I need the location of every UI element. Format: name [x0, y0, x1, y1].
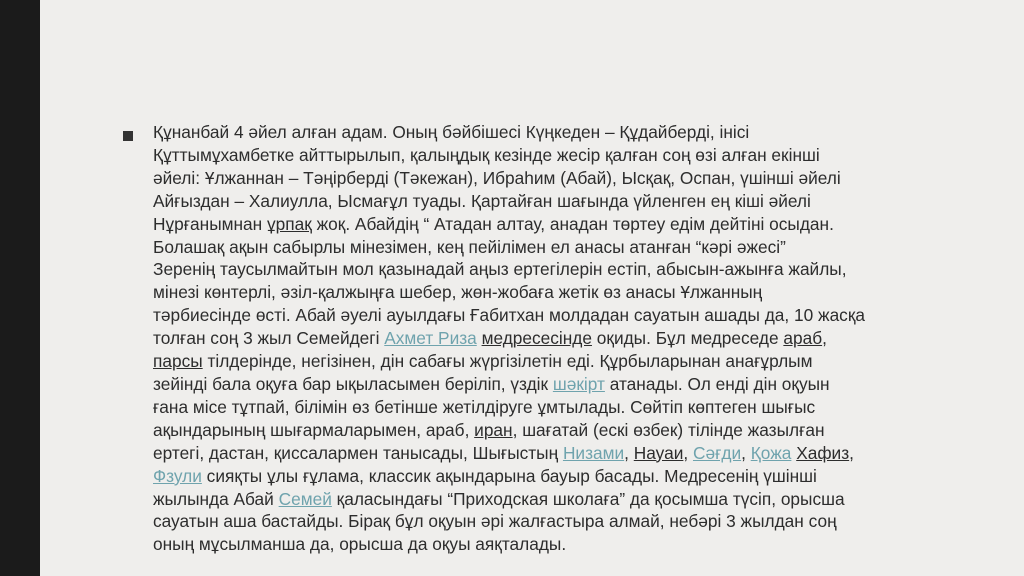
inline-link[interactable]: медресесінде — [481, 328, 592, 349]
text-segment: оқиды. Бұл медреседе — [591, 328, 784, 349]
text-segment: Зеренің таусылмайтын мол қазынадай аңыз ертегілерін естіп, абысын-ажынға жайлы, — [153, 259, 847, 280]
text-line — [153, 396, 913, 419]
text-line — [153, 327, 913, 350]
text-segment: зейінді бала оқуға бар ықыласымен беріліп, үздік — [153, 373, 553, 394]
text-line — [153, 373, 913, 396]
text-line — [153, 533, 913, 556]
text-segment: толған соң 3 жыл Семейдегі — [153, 328, 385, 349]
inline-link[interactable]: араб — [783, 328, 823, 349]
text-line — [153, 488, 913, 511]
text-line — [153, 442, 913, 465]
inline-link[interactable]: ұрпақ — [267, 213, 312, 234]
body-paragraph — [153, 121, 913, 556]
inline-link[interactable]: Фзули — [153, 465, 202, 486]
text-segment: атанады. Ол енді дін оқуын — [604, 373, 830, 394]
inline-link[interactable]: Низами — [562, 442, 625, 463]
text-segment: , — [624, 442, 634, 463]
text-segment: Айғыздан – Халиулла, Ысмағұл туады. Қартайған шағында үйленген ең кіші әйелі — [153, 190, 811, 211]
text-segment: жылында Абай — [153, 488, 279, 509]
square-bullet-icon — [123, 131, 133, 141]
text-segment: Нұрғанымнан — [153, 213, 267, 234]
text-segment: әйелі: Ұлжаннан – Тәңірберді (Тәкежан), Ибраһим (Абай), Ысқақ, Оспан, үшінші әйелі — [153, 167, 841, 188]
text-line — [153, 465, 913, 488]
text-segment: жоқ. Абайдің “ Атадан алтау, анадан төртеу едім дейтіні осыдан. — [311, 213, 834, 234]
text-line — [153, 510, 913, 533]
text-line — [153, 144, 913, 167]
inline-link[interactable]: Науаи — [633, 442, 684, 463]
text-segment: Құнанбай 4 әйел алған адам. Оның бәйбішесі Күңкеден – Құдайберді, інісі — [153, 122, 750, 142]
text-line — [153, 419, 913, 442]
inline-link[interactable]: Қожа — [750, 442, 792, 463]
text-segment: ертегі, дастан, қиссалармен танысады, Шығыстың — [153, 442, 563, 463]
inline-link[interactable]: Семей — [278, 488, 332, 509]
text-segment: мінезі көнтерлі, әзіл-қалжыңға шебер, жөн-жобаға жетік өз анасы Ұлжанның — [153, 282, 763, 303]
text-segment: сияқты ұлы ғұлама, классик ақындарына бауыр басады. Медресенің үшінші — [201, 465, 817, 486]
text-line — [153, 167, 913, 190]
text-segment: сауатын аша бастайды. Бірақ бұл оқуын әрі жалғастыра алмай, небәрі 3 жылдан соң — [153, 511, 837, 532]
text-line — [153, 304, 913, 327]
text-line — [153, 121, 913, 144]
text-segment: , шағатай (ескі өзбек) тілінде жазылған — [512, 419, 825, 440]
text-segment: , — [849, 442, 854, 463]
text-segment: қаласындағы “Приходская школаға” да қосымша түсіп, орысша — [331, 488, 845, 509]
inline-link[interactable]: шәкірт — [552, 373, 605, 394]
left-dark-bar — [0, 0, 40, 576]
text-segment: , — [741, 442, 751, 463]
text-line — [153, 190, 913, 213]
inline-link[interactable]: иран — [474, 419, 513, 440]
inline-link[interactable]: Сәғди — [692, 442, 742, 463]
text-segment: Болашақ ақын сабырлы мінезімен, кең пейілімен ел анасы атанған “кәрі әжесі” — [153, 236, 786, 257]
text-segment: тілдерінде, негізінен, дін сабағы жүргізілетін еді. Құрбыларынан анағұрлым — [202, 351, 813, 372]
text-segment: , — [822, 328, 827, 349]
text-line — [153, 236, 913, 259]
text-segment: Құттымұхамбетке айттырылып, қалыңдық кезінде жесір қалған соң өзі алған екінші — [153, 144, 820, 165]
text-line — [153, 213, 913, 236]
text-segment: тәрбиесінде өсті. Абай әуелі ауылдағы Ғабитхан молдадан сауатын ашады да, 10 жасқа — [153, 305, 865, 326]
text-line — [153, 281, 913, 304]
text-line — [153, 350, 913, 373]
inline-link[interactable]: Ахмет Риза — [384, 328, 477, 349]
inline-link[interactable]: парсы — [153, 351, 203, 372]
inline-link[interactable]: Хафиз — [796, 442, 850, 463]
text-line — [153, 258, 913, 281]
text-segment: ғана місе тұтпай, білімін өз бетінше жетілдіруге ұмтылады. Сөйтіп көптеген шығыс — [153, 396, 816, 417]
text-segment: оның мұсылманша да, орысша да оқуы аяқталады. — [153, 534, 567, 555]
text-segment: , — [683, 442, 693, 463]
text-segment: ақындарының шығармаларымен, араб, — [153, 419, 475, 440]
